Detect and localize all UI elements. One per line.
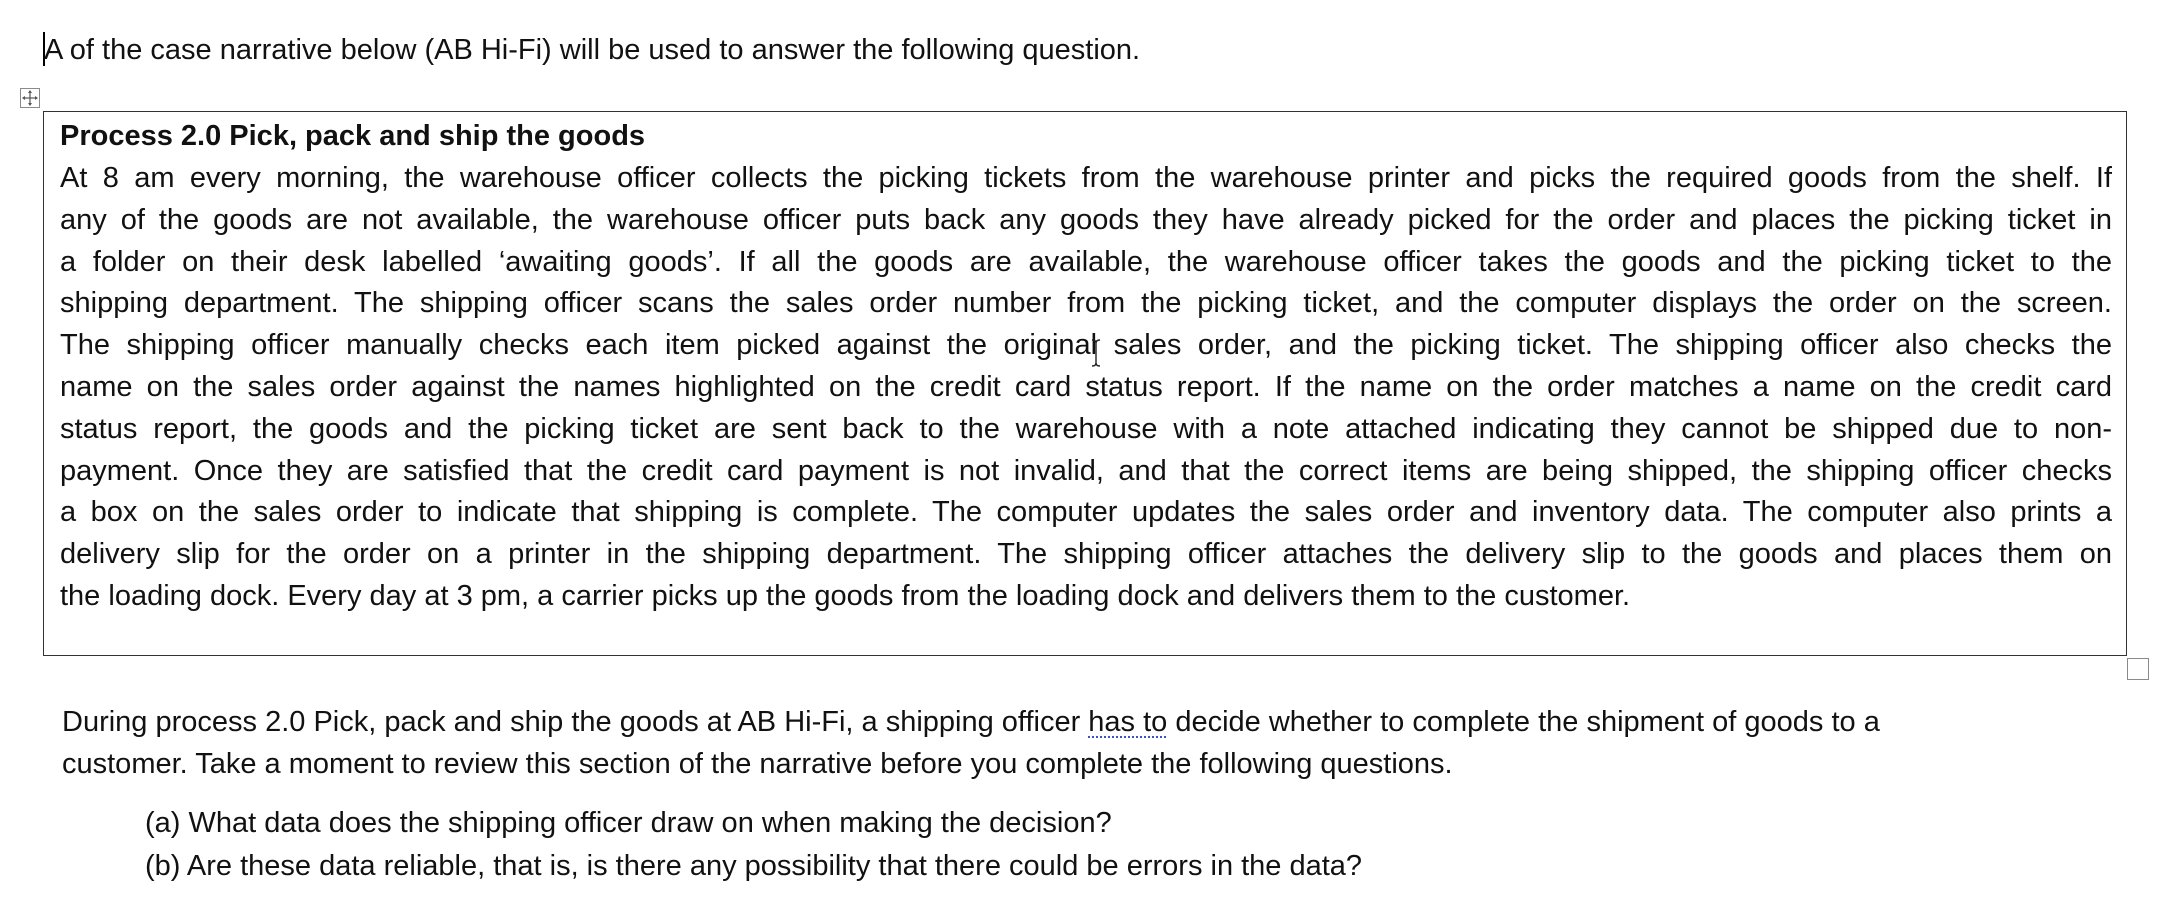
table-resize-handle-icon[interactable] bbox=[2127, 658, 2149, 680]
question-item: (a) What data does the shipping officer draw on when making the decision? bbox=[145, 807, 1112, 839]
narrative-line: a folder on their desk labelled ‘awaiting goods’. If all the goods are available, the warehouse officer takes the goods and the picking ticket to the bbox=[60, 245, 2112, 278]
question-item: (b) Are these data reliable, that is, is there any possibility that there could be errors in the data? bbox=[145, 850, 1363, 882]
question-intro-line: customer. Take a moment to review this section of the narrative before you complete the following questions. bbox=[62, 747, 1453, 780]
question-intro-line bbox=[62, 702, 2122, 744]
question-intro bbox=[62, 702, 2122, 786]
question-intro-text: During process 2.0 Pick, pack and ship the goods at AB Hi-Fi, a shipping officer bbox=[62, 706, 1089, 738]
narrative-line: any of the goods are not available, the warehouse officer puts back any goods they have already picked for the order and places the picking ticket in bbox=[60, 203, 2112, 236]
case-narrative-table[interactable] bbox=[43, 111, 2127, 656]
case-narrative-body[interactable] bbox=[60, 158, 2112, 618]
narrative-line: a box on the sales order to indicate that shipping is complete. The computer updates the sales order and inventory data. The computer also prints a bbox=[60, 496, 2112, 529]
table-move-handle-icon[interactable] bbox=[20, 88, 40, 108]
intro-text: A of the case narrative below (AB Hi-Fi) will be used to answer the following question. bbox=[44, 34, 1141, 66]
narrative-line: status report, the goods and the picking ticket are sent back to the warehouse with a note attached indicating they cannot be shipped due to non- bbox=[60, 412, 2112, 445]
narrative-line: name on the sales order against the names highlighted on the credit card status report. If the name on the order matches a name on the credit card bbox=[60, 370, 2112, 403]
text-cursor-icon bbox=[1089, 338, 1103, 368]
narrative-line: At 8 am every morning, the warehouse officer collects the picking tickets from the warehouse printer and picks the required goods from the shelf. If bbox=[60, 162, 2112, 194]
move-arrows-icon bbox=[21, 89, 39, 107]
narrative-line: the loading dock. Every day at 3 pm, a carrier picks up the goods from the loading dock and delivers them to the customer. bbox=[60, 579, 1631, 612]
narrative-line: delivery slip for the order on a printer in the shipping department. The shipping officer attaches the delivery slip to the goods and places them on bbox=[60, 538, 2112, 571]
narrative-line: payment. Once they are satisfied that the credit card payment is not invalid, and that the correct items are being shipped, the shipping officer checks bbox=[60, 454, 2112, 487]
grammar-suggestion-mark[interactable]: has to bbox=[1088, 706, 1168, 738]
question-intro-text: decide whether to complete the shipment of goods to a bbox=[1167, 706, 1880, 738]
narrative-line: shipping department. The shipping officer scans the sales order number from the picking ticket, and the computer displays the order on the screen. bbox=[60, 287, 2112, 320]
case-title: Process 2.0 Pick, pack and ship the goods bbox=[60, 120, 646, 152]
narrative-line: The shipping officer manually checks each item picked against the original sales order, and the picking ticket. The shipping officer also checks the bbox=[60, 329, 2112, 362]
question-list bbox=[145, 802, 1362, 888]
